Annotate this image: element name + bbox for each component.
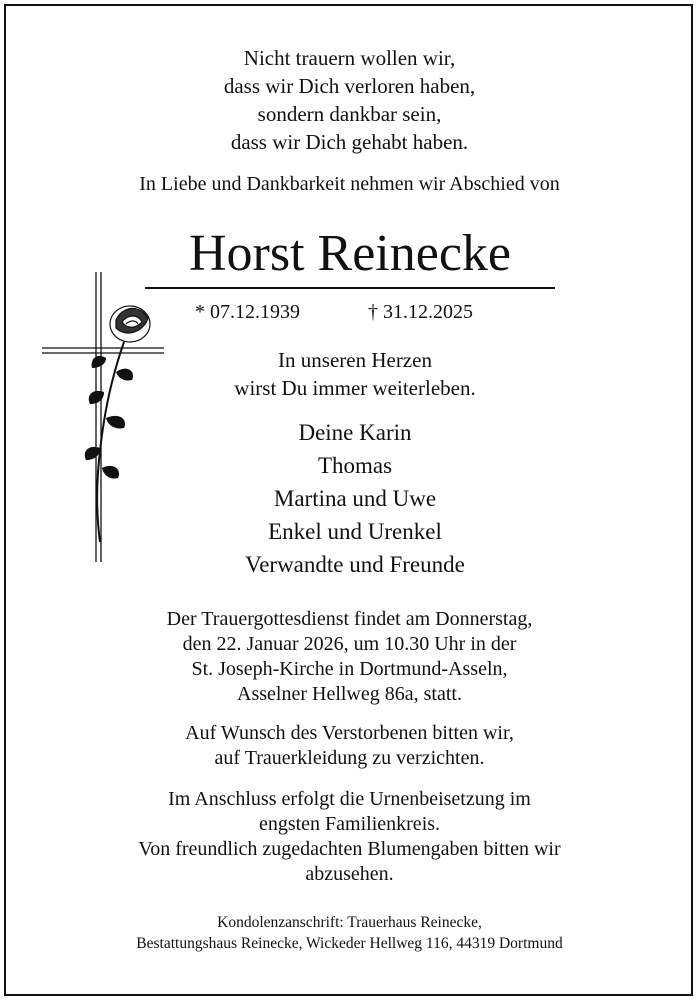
address-line: Bestattungshaus Reinecke, Wickeder Hellweg 116, 44319 Dortmund	[136, 935, 563, 952]
burial-line: Im Anschluss erfolgt die Urnenbeisetzung im	[168, 788, 531, 810]
deceased-name: Horst Reinecke	[188, 225, 511, 282]
service-line: Asselner Hellweg 86a, statt.	[237, 683, 462, 705]
intro-text: In Liebe und Dankbarkeit nehmen wir Abschied von	[139, 173, 560, 195]
poem-line: dass wir Dich verloren haben,	[223, 74, 476, 98]
mourner: Deine Karin	[298, 420, 412, 445]
burial-line: Von freundlich zugedachten Blumengaben bitten wir	[138, 838, 561, 860]
service-line: Der Trauergottesdienst findet am Donnerstag,	[166, 608, 533, 630]
name-underline	[145, 287, 555, 289]
verse-line: In unseren Herzen	[278, 348, 432, 372]
burial-line: abzusehen.	[305, 863, 394, 885]
mourners-list	[110, 416, 600, 581]
service-line: den 22. Januar 2026, um 10.30 Uhr in der	[182, 633, 517, 655]
service-line: St. Joseph-Kirche in Dortmund-Asseln,	[191, 658, 508, 680]
death-date: † 31.12.2025	[368, 301, 473, 323]
mourner: Thomas	[317, 453, 393, 478]
burial-line: engsten Familienkreis.	[258, 813, 441, 835]
verse-line: wirst Du immer weiterleben.	[234, 376, 476, 400]
mourner: Enkel und Urenkel	[268, 519, 442, 544]
poem-line: sondern dankbar sein,	[257, 102, 442, 126]
verse	[110, 346, 600, 402]
poem-line: Nicht trauern wollen wir,	[243, 46, 456, 70]
dress-request	[0, 721, 699, 771]
address-line: Kondolenzanschrift: Trauerhaus Reinecke,	[217, 914, 482, 931]
mourner: Verwandte und Freunde	[245, 552, 465, 577]
mourner: Martina und Uwe	[273, 486, 437, 511]
wish-line: auf Trauerkleidung zu verzichten.	[214, 747, 485, 769]
service-info	[0, 607, 699, 707]
wish-line: Auf Wunsch des Verstorbenen bitten wir,	[185, 722, 514, 744]
poem-line: dass wir Dich gehabt haben.	[230, 130, 469, 154]
burial-info	[0, 787, 699, 887]
poem	[0, 44, 699, 156]
birth-date: * 07.12.1939	[195, 301, 300, 323]
condolence-address	[0, 912, 699, 954]
